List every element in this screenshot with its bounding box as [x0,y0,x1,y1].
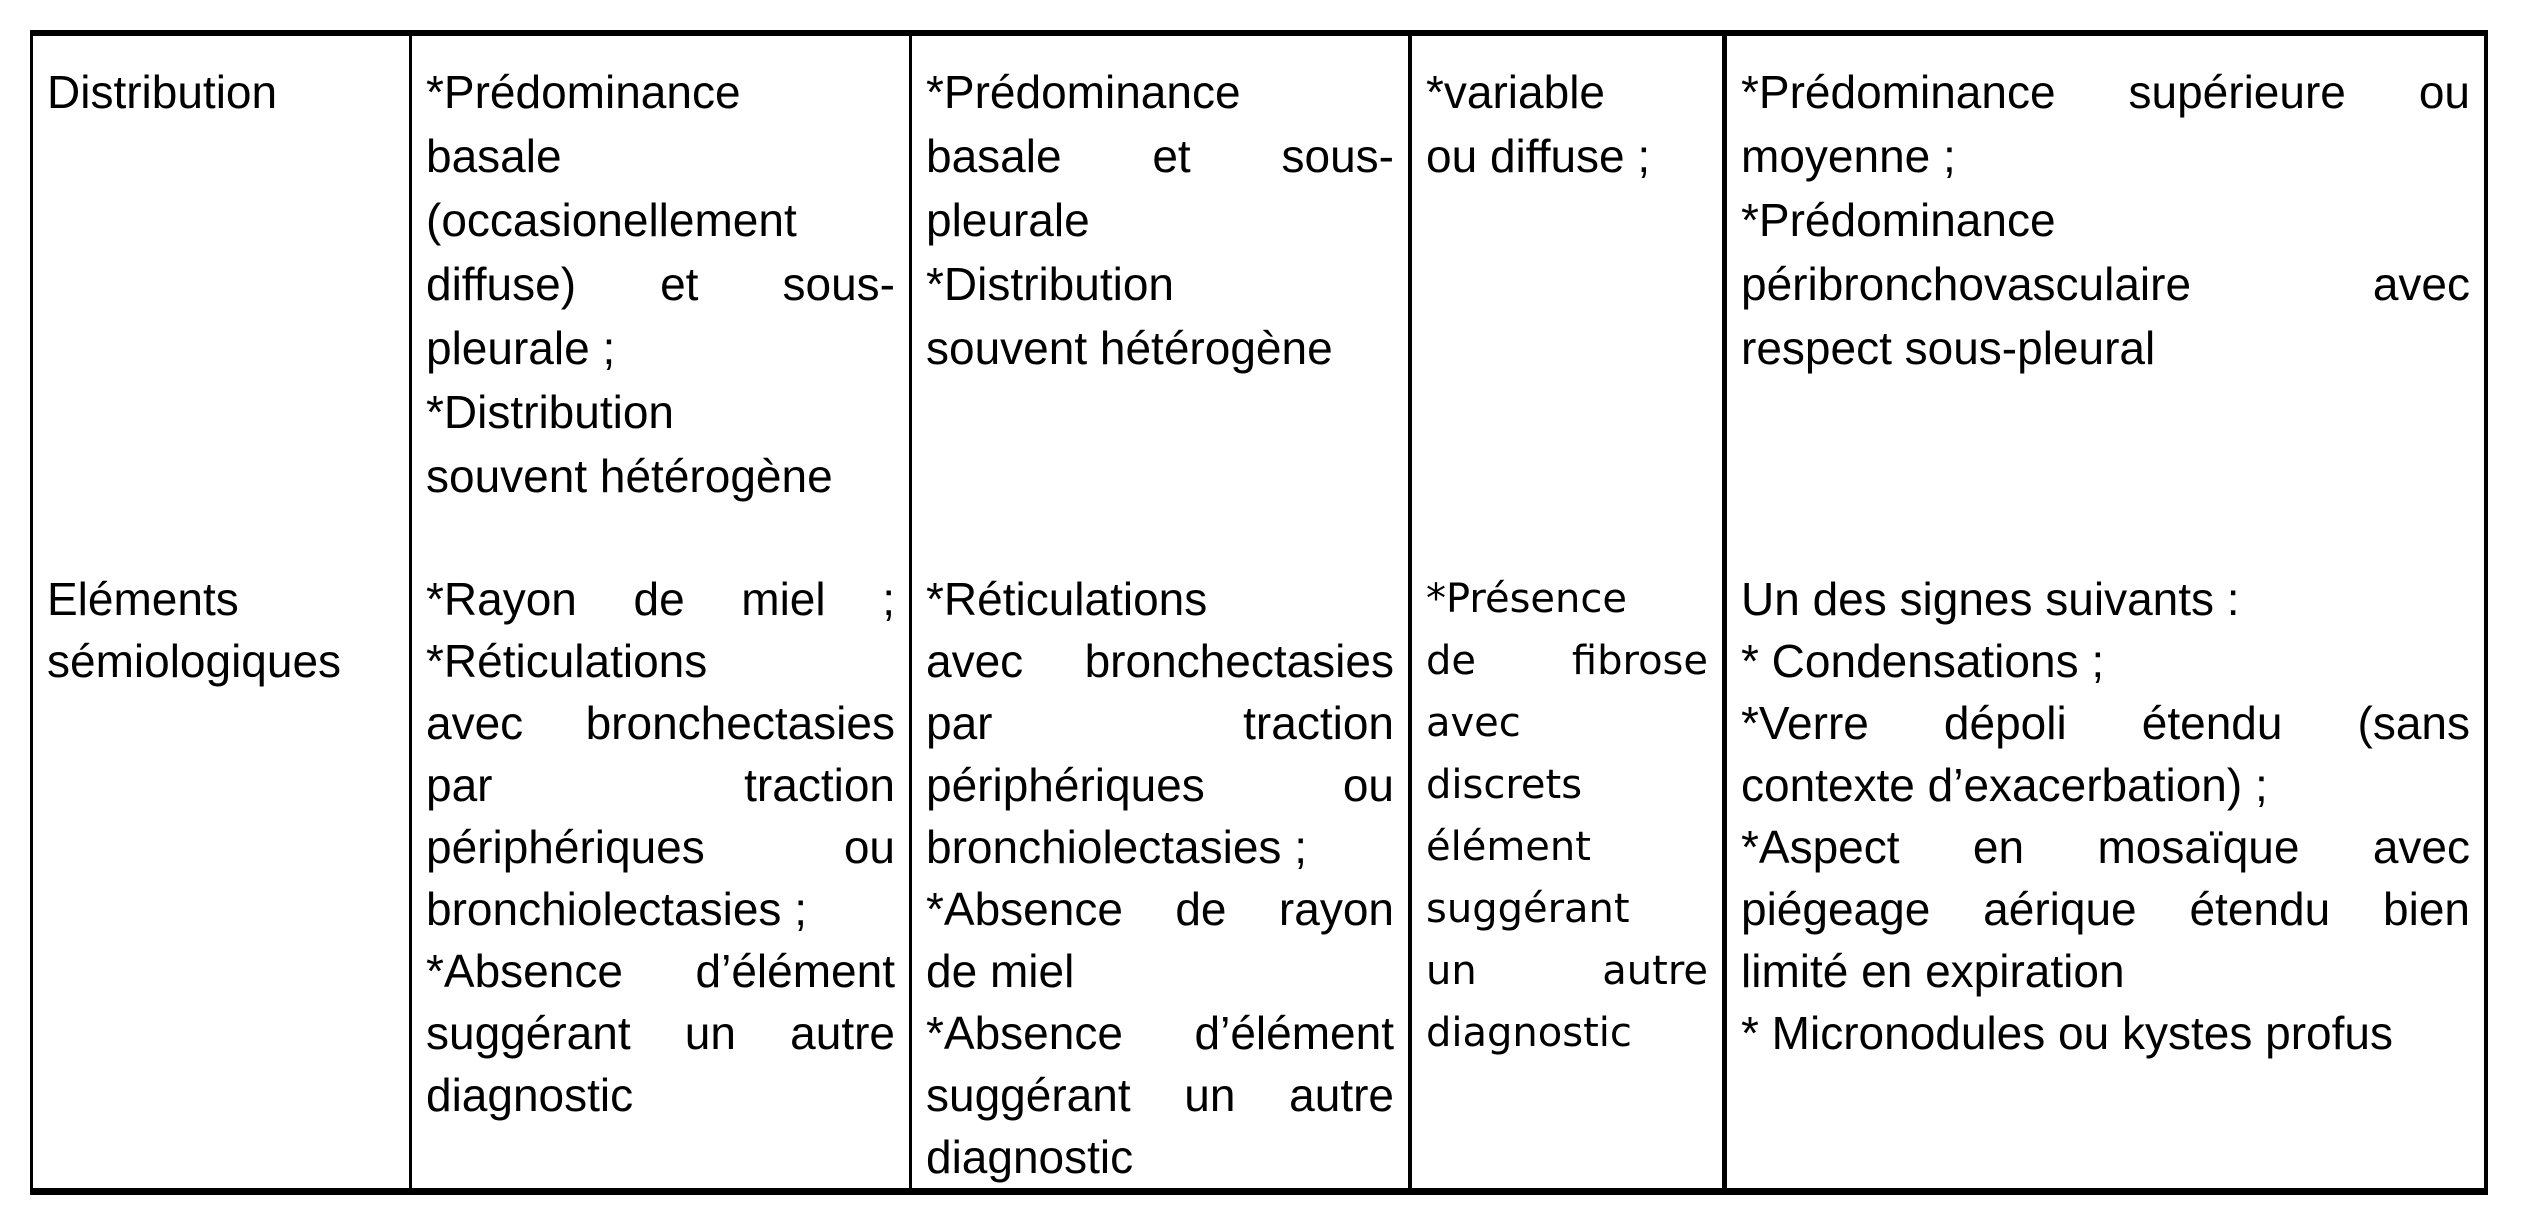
column-5 [1727,36,2484,1188]
text-line: * Micronodules ou kystes profus [1741,1007,2393,1059]
text-line: péribronchovasculaire avec [1741,258,2470,310]
cell-semiology-label [33,556,409,1188]
text-line: pleurale [926,194,1090,246]
text-line: * Condensations ; [1741,635,2105,687]
text-line: *Aspect en mosaïque avec [1741,821,2470,873]
text-line: pleurale ; [426,322,616,374]
text-line: Un des signes suivants : [1741,573,2240,625]
text-line: *Présence [1426,576,1627,622]
text-line: contexte d’exacerbation) ; [1741,759,2268,811]
text-line: par traction [426,759,895,811]
text-line: élément [1426,824,1591,870]
text-line: souvent hétérogène [926,322,1333,374]
text-line: avec [1426,700,1521,746]
text-line: suggérant [1426,886,1630,932]
cell-col4-distribution [1412,36,1722,556]
text-line: limité en expiration [1741,945,2125,997]
text-line: un autre [1426,948,1708,994]
text-line: *Distribution [426,386,674,438]
cell-col3-distribution [912,36,1408,556]
text-line: piégeage aérique étendu bien [1741,883,2470,935]
text-line: *Rayon de miel ; [426,573,895,625]
cell-col3-semiology [912,556,1408,1188]
text-line: *Prédominance supérieure ou [1741,66,2470,118]
column-3 [912,36,1412,1188]
text-line: Distribution [47,66,278,118]
text-line: suggérant un autre [926,1069,1394,1121]
column-row-labels [33,36,412,1188]
text-line: *Distribution [926,258,1174,310]
cell-col5-semiology [1727,556,2484,1188]
text-line: souvent hétérogène [426,450,833,502]
column-2 [412,36,912,1188]
text-line: ou diffuse ; [1426,130,1651,182]
text-line: *Prédominance [1741,194,2056,246]
text-line: périphériques ou [426,821,895,873]
text-line: discrets [1426,762,1583,808]
text-line: avec bronchectasies [926,635,1394,687]
text-line: moyenne ; [1741,130,1956,182]
cell-col4-semiology [1412,556,1722,1188]
text-line: *Réticulations [426,635,708,687]
text-line: diagnostic [426,1069,634,1121]
text-line: sémiologiques [47,635,342,687]
text-line: bronchiolectasies ; [926,821,1307,873]
cell-col5-distribution [1727,36,2484,556]
column-4 [1412,36,1727,1188]
text-line: diffuse) et sous- [426,258,895,310]
text-line: par traction [926,697,1394,749]
text-line: basale et sous- [926,130,1394,182]
text-line: diagnostic [926,1131,1134,1183]
text-line: *Absence d’élément [426,945,895,997]
text-line: de miel [926,945,1075,997]
text-line: basale [426,130,562,182]
text-line: *variable [1426,66,1605,118]
text-line: suggérant un autre [426,1007,895,1059]
text-line: *Absence d’élément [926,1007,1394,1059]
text-line: *Prédominance [426,66,741,118]
cell-distribution-label [33,36,409,556]
text-line: (occasionellement [426,194,797,246]
text-line: périphériques ou [926,759,1394,811]
text-line: Eléments [47,573,239,625]
cell-col2-semiology [412,556,909,1188]
text-line: respect sous-pleural [1741,322,2156,374]
text-line: *Verre dépoli étendu (sans [1741,697,2470,749]
text-line: avec bronchectasies [426,697,895,749]
text-line: *Absence de rayon [926,883,1394,935]
criteria-table [30,30,2488,1195]
text-line: bronchiolectasies ; [426,883,807,935]
cell-col2-distribution [412,36,909,556]
text-line: de fibrose [1426,638,1708,684]
text-line: *Prédominance [926,66,1241,118]
text-line: *Réticulations [926,573,1208,625]
text-line: diagnostic [1426,1010,1632,1056]
